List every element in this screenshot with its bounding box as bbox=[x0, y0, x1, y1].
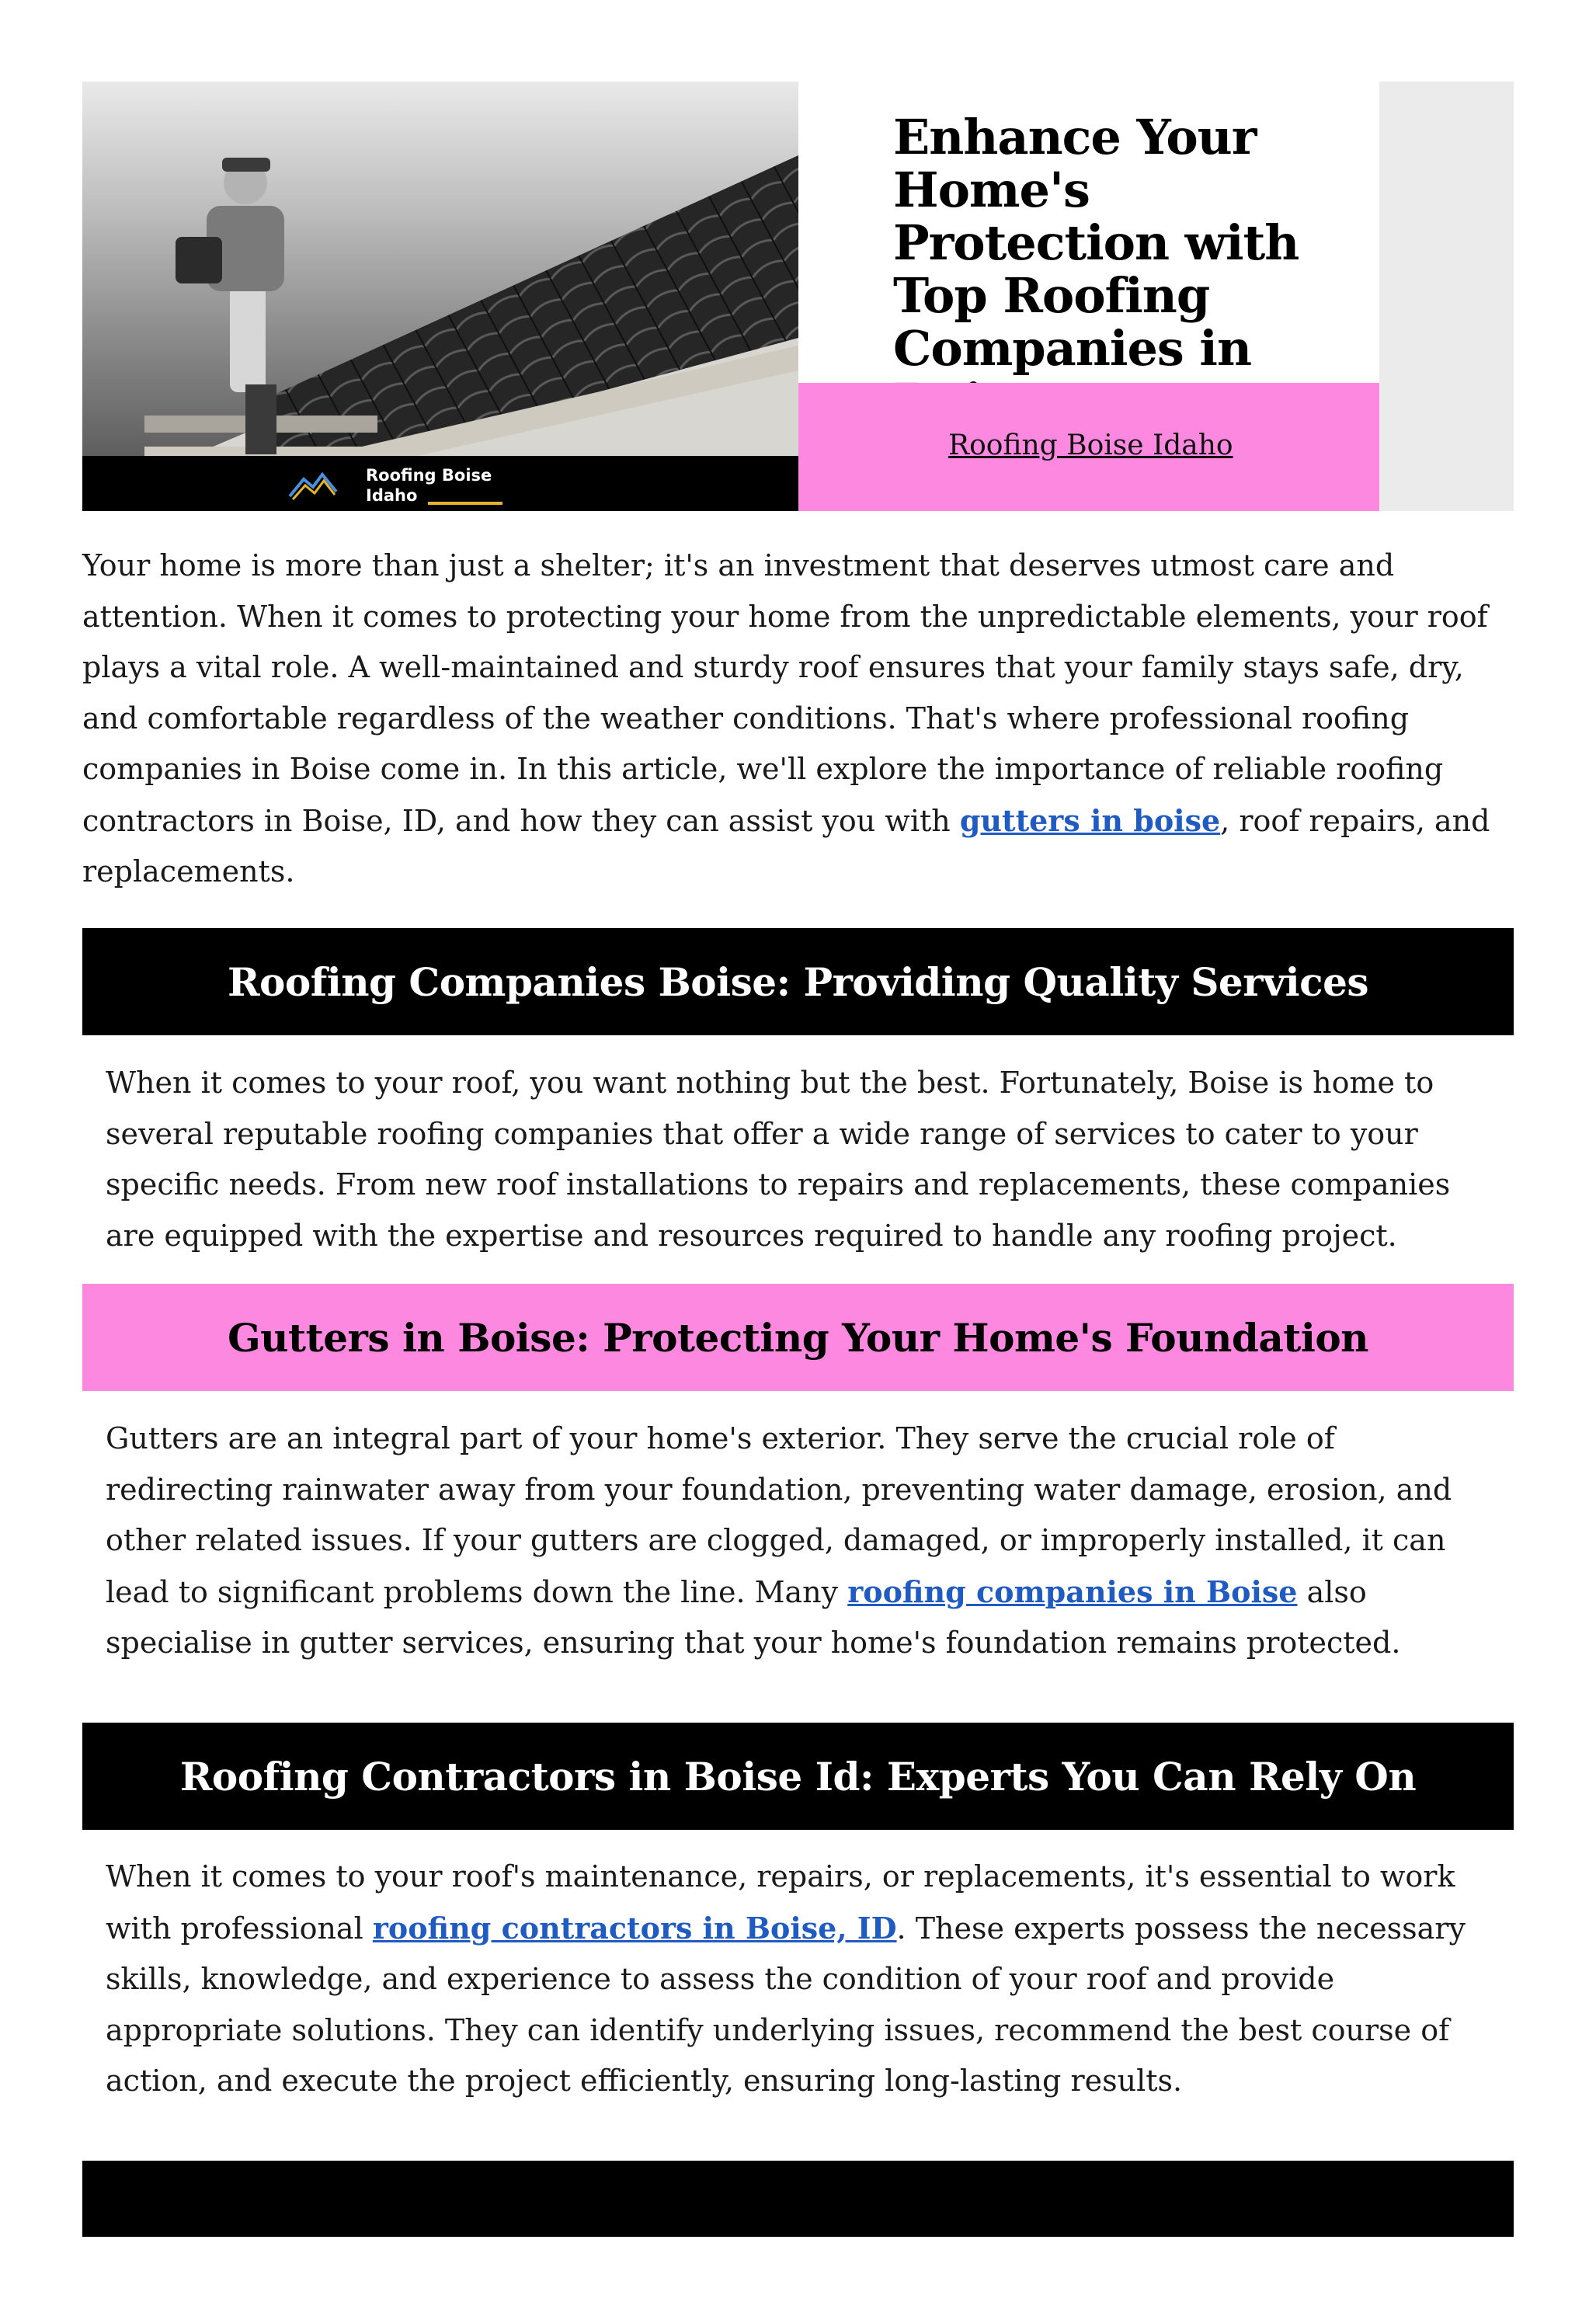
page-title: Enhance Your Home's Protection with Top Roofing Companies in bbox=[893, 109, 1299, 377]
section-text-start: When it comes to your roof's maintenance, repairs, or replacements, it's essential to work with professional bbox=[106, 1859, 1455, 1946]
logo-line-2: Idaho bbox=[366, 486, 418, 505]
roofing-boise-idaho-link[interactable]: Roofing Boise Idaho bbox=[948, 429, 1233, 461]
section-text-end: also specialise in gutter services, ensuring that your home's foundation remains protected. bbox=[106, 1574, 1401, 1660]
logo-line-1: Roofing Boise bbox=[366, 466, 492, 485]
section-paragraph bbox=[106, 1414, 1496, 1669]
hero-section bbox=[82, 82, 1514, 511]
section-heading: Gutters in Boise: Protecting Your Home's Foundation bbox=[227, 1314, 1369, 1361]
section-heading: Roofing Companies Boise: Providing Quality Services bbox=[227, 958, 1369, 1005]
hero-image bbox=[82, 82, 798, 511]
roofing-companies-in-boise-link[interactable]: roofing companies in Boise bbox=[847, 1574, 1298, 1609]
footer-band bbox=[82, 2161, 1514, 2237]
roofer-photo bbox=[82, 82, 798, 511]
logo-bar bbox=[82, 456, 798, 511]
section-text-start: Gutters are an integral part of your home's exterior. They serve the crucial role of redirecting rainwater away from your foundation, preventing water damage, erosion, and other related issues. If your gutters are clogged, damaged, or improperly installed, it can lead to significant problems down the line. Many bbox=[106, 1421, 1452, 1609]
section-heading-band bbox=[82, 1723, 1514, 1830]
hero-title-box bbox=[798, 82, 1379, 383]
section-paragraph bbox=[106, 1058, 1496, 1261]
section-heading-band bbox=[82, 928, 1514, 1035]
hero-link-box bbox=[798, 383, 1379, 511]
section-heading: Roofing Contractors in Boise Id: Experts You Can Rely On bbox=[179, 1753, 1417, 1800]
section-paragraph bbox=[106, 1852, 1496, 2107]
house-logo-icon bbox=[288, 465, 338, 503]
intro-text-end: , roof repairs, and replacements. bbox=[82, 803, 1490, 889]
hero-side-panel bbox=[1379, 82, 1514, 511]
section-text-end: . These experts possess the necessary skills, knowledge, and experience to assess the condition of your roof and provide appropriate solutions. They can identify underlying issues, recommend the best course of action, and execute the project efficiently, ensuring long-lasting results. bbox=[106, 1911, 1466, 2098]
section-text: When it comes to your roof, you want nothing but the best. Fortunately, Boise is home to several reputable roofing companies that offer a wide range of services to cater to your specific needs. From new roof installations to repairs and replacements, these companies are equipped with the expertise and resources required to handle any roofing project. bbox=[106, 1066, 1451, 1253]
roofing-contractors-link[interactable]: roofing contractors in Boise, ID bbox=[372, 1910, 897, 1946]
intro-text-start: Your home is more than just a shelter; it's an investment that deserves utmost care and attention. When it comes to protecting your home from the unpredictable elements, your roof plays a vital role. A well-maintained and sturdy roof ensures that your family stays safe, dry, and comfortable regardless of the weather conditions. That's where professional roofing companies in Boise come in. In this article, we'll explore the importance of reliable roofing contractors in Boise, ID, and how they can assist you with bbox=[82, 548, 1488, 838]
section-heading-band bbox=[82, 1284, 1514, 1391]
logo-text bbox=[366, 465, 492, 506]
gutters-in-boise-link[interactable]: gutters in boise bbox=[959, 802, 1221, 838]
logo-underline bbox=[428, 502, 502, 505]
intro-paragraph bbox=[82, 541, 1519, 898]
